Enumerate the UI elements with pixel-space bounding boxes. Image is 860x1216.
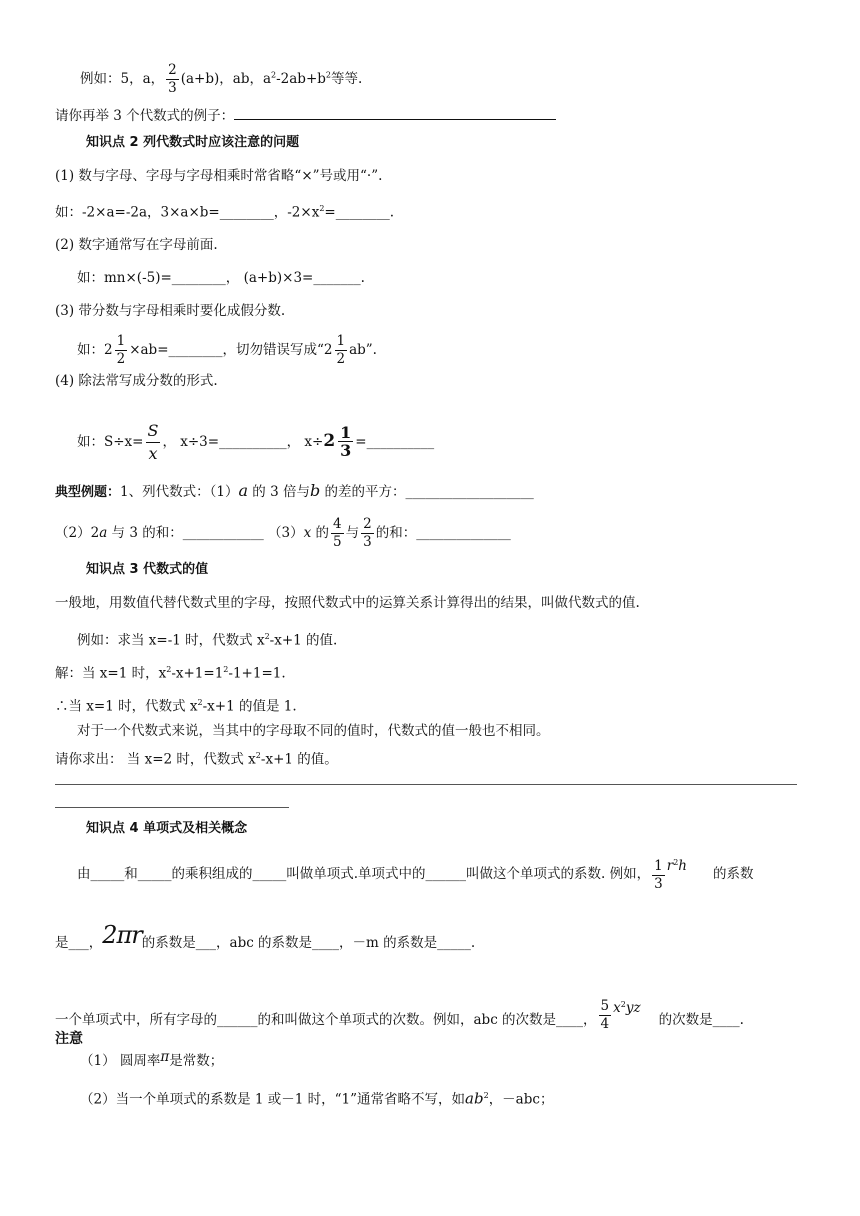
exponent: 2 [223,665,229,674]
mixed-number [323,424,355,459]
text: 一个单项式中，所有字母的______的和叫做这个单项式的次数。例如，abc 的次数是____， [55,1012,597,1028]
text: 的次数是____. [658,1012,744,1028]
text: (2) 数字通常写在字母前面. [55,237,218,253]
fraction-two-thirds [361,516,374,551]
text: 例如：5，a， [80,71,165,87]
denominator: 2 [336,351,346,367]
fraction-half [335,333,348,368]
numerator: 1 [336,333,346,349]
exponent: 2 [271,70,277,80]
exponent: 2 [166,665,172,674]
numerator: 2 [363,516,372,532]
text: ， x÷3=__________， x÷ [162,434,324,450]
value-solution [55,661,286,683]
numerator: 2 [168,62,177,78]
exponent: 2 [483,1091,489,1100]
text: 是___， [55,935,103,951]
fraction-five-quarters [599,998,612,1033]
text: 如：S÷x= [77,434,144,450]
text: (3) 带分数与字母相乘时要化成假分数. [55,303,286,319]
text: ∴当 x=1 时，代数式 x [55,698,198,715]
prompt-examples [55,107,556,125]
var: h [678,858,687,874]
note-title [55,1030,83,1048]
text: 请你再举 3 个代数式的例子： [55,108,235,124]
text: （2）2 [55,525,100,541]
rule-1-example [55,200,394,222]
var: a [99,525,108,541]
answer-blank[interactable] [234,107,556,120]
text: （1） 圆周率 [80,1053,161,1069]
denominator: 3 [168,80,177,96]
text: -x+1 的值. [269,632,338,649]
answer-line[interactable] [55,807,289,808]
text: 的 [311,525,330,541]
text: 请你求出： 当 x=2 时，代数式 x [55,751,256,768]
text: 由_____和_____的乘积组成的_____叫做单项式.单项式中的______叫做这个单项式的系数. 例如， [77,866,651,882]
fraction-half [115,333,128,368]
numerator: 5 [600,998,610,1014]
monomial-coefficient [55,921,476,952]
text: 1、列代数式：（1） [120,484,239,500]
var: yz [625,1000,641,1016]
rule-4-example [77,420,434,465]
rule-2 [55,236,218,254]
pi-symbol: π [160,1049,170,1065]
whole: 2 [323,431,336,451]
exponent: 2 [620,999,626,1009]
text: （2）当一个单项式的系数是 1 或－1 时，“1”通常省略不写，如 [80,1091,466,1108]
text: 对于一个代数式来说，当其中的字母取不同的值时，代数式的值一般也不相同。 [77,723,550,739]
text: -x+1 的值是 1. [202,698,297,715]
text: -1+1=1. [228,665,286,682]
denominator: 2 [116,351,126,367]
text: ，－abc； [488,1091,554,1108]
monomial-degree [55,998,744,1033]
text: ab”. [349,342,377,358]
definition-value [55,594,640,612]
text: 知识点 2 列代数式时应该注意的问题 [86,135,300,150]
var: b [309,481,321,500]
value-conclusion [55,694,297,716]
two-pi-r: 2πr [102,921,142,949]
rule-2-example [77,269,365,287]
text: 例如：求当 x=-1 时，代数式 x [77,632,265,649]
text: -2ab+b [276,71,326,87]
value-note [77,722,550,740]
section-title-3 [86,561,208,579]
rule-1 [55,167,382,185]
text: 的系数 [712,866,754,882]
text: 一般地，用数值代替代数式里的字母，按照代数式中的运算关系计算得出的结果，叫做代数式的值. [55,595,640,611]
note-1 [80,1049,224,1070]
text: (4) 除法常写成分数的形式. [55,373,218,389]
text: (a+b)，ab，a [180,71,272,87]
numerator: S [146,420,161,443]
text: 知识点 4 单项式及相关概念 [86,821,248,836]
value-example [77,628,337,650]
typical-example-label: 典型例题： [55,485,121,500]
var: r [666,858,674,874]
rule-3 [55,302,285,320]
exponent: 2 [264,632,270,641]
section-title-4 [86,820,247,838]
fraction [338,424,353,459]
text: 的系数是___，abc 的系数是____，－m 的系数是_____. [141,935,476,951]
text: ×ab=________，切勿错误写成“2 [129,342,333,358]
numerator: 1 [340,422,352,442]
fraction-s-over-x [146,420,161,465]
fraction-four-fifths [331,516,344,551]
text: -x+1=1 [171,665,224,682]
numerator: 4 [333,516,342,532]
example-line-1 [80,62,362,97]
rule-3-example [77,333,377,368]
exponent: 2 [673,857,679,867]
text: 的和：______________ [375,525,511,541]
text: 的差的平方：___________________ [320,484,534,500]
text: 解：当 x=1 时，x [55,665,167,682]
exponent: 2 [197,698,203,707]
text: 与 3 的和：____________ （3） [107,525,304,541]
answer-line[interactable] [55,784,797,785]
var: a [238,481,248,500]
text: 与 [345,525,360,541]
var: ab [465,1089,484,1108]
text: 如：2 [77,342,113,358]
typical-example-2 [55,516,511,551]
exponent: 2 [255,751,261,760]
denominator: 3 [363,534,372,550]
text: 如：mn×(-5)=________， (a+b)×3=_______. [77,270,365,286]
text: =________. [324,204,395,221]
denominator: 4 [600,1016,610,1032]
text: 等等. [331,71,363,87]
section-title-2 [86,134,299,152]
denominator: x [148,444,158,463]
text: 知识点 3 代数式的值 [86,562,209,577]
var: x [613,1000,621,1016]
var: x [303,525,312,541]
monomial-definition [77,858,753,893]
text: 是常数； [169,1053,224,1069]
text: 注意 [55,1031,83,1047]
denominator: 3 [340,440,352,460]
note-2 [80,1087,553,1109]
numerator: 1 [116,333,126,349]
value-question [55,747,338,769]
exponent: 2 [325,70,331,80]
typical-example-1 [55,482,534,502]
text: -x+1 的值。 [260,751,338,768]
text: =__________ [355,434,435,450]
text: (1) 数与字母、字母与字母相乘时常省略“×”号或用“·”. [55,168,383,184]
fraction-two-thirds [166,62,179,97]
numerator: 1 [654,858,663,874]
text: 如：-2×a=-2a，3×a×b=________，-2×x [55,204,320,221]
denominator: 3 [654,876,663,892]
exponent: 2 [319,204,325,213]
fraction-one-third [652,858,665,893]
text: 的 3 倍与 [248,484,310,500]
rule-4 [55,372,218,390]
denominator: 5 [333,534,342,550]
